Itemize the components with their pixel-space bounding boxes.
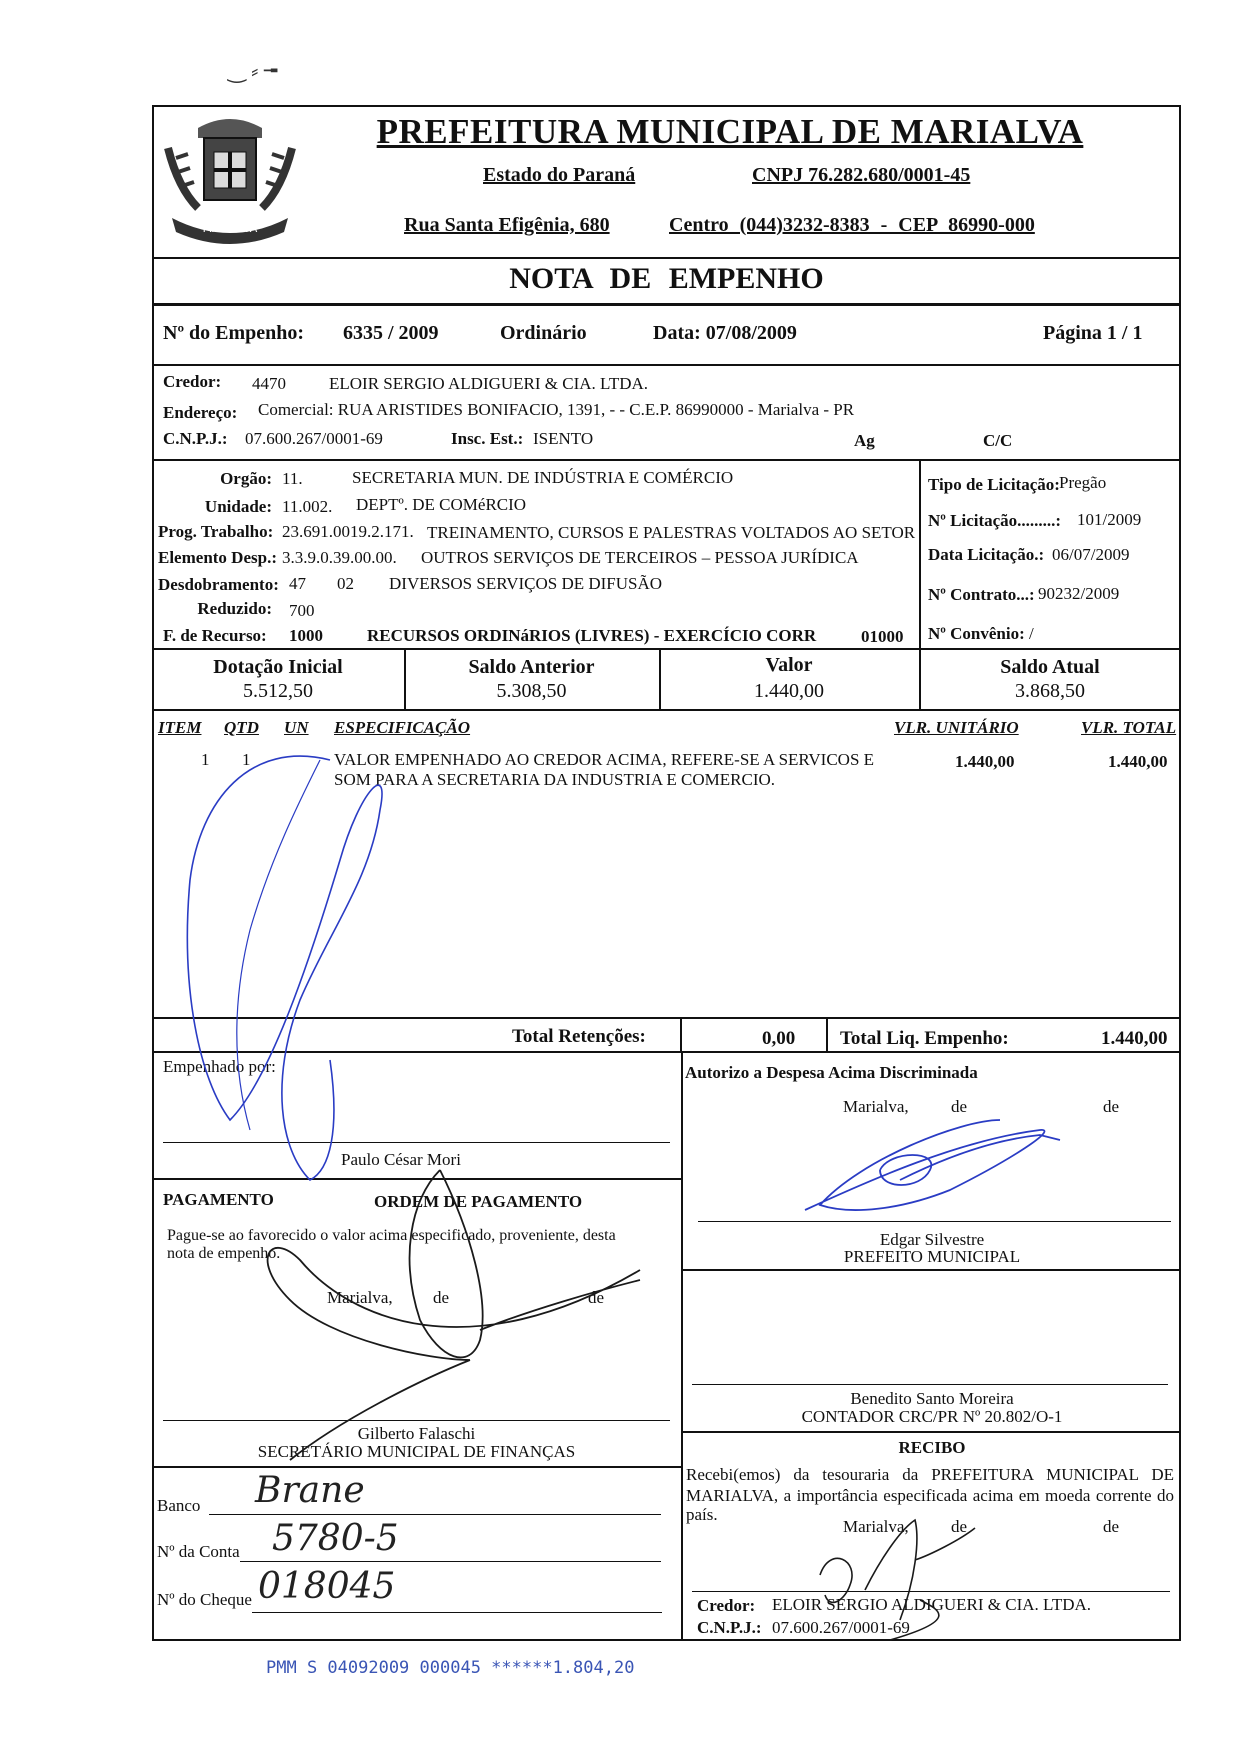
orgao-code: 11. [282, 469, 303, 488]
credor-name: ELOIR SERGIO ALDIGUERI & CIA. LTDA. [329, 374, 649, 393]
orgao-desc: SECRETARIA MUN. DE INDÚSTRIA E COMÉRCIO [352, 468, 734, 487]
header-address-rest: Centro (044)3232-8383 - CEP 86990-000 [669, 214, 1035, 236]
svg-text:MARIALVA: MARIALVA [202, 222, 258, 235]
row-item: 1 [201, 750, 210, 769]
divider [152, 1051, 1181, 1053]
contador-role: CONTADOR CRC/PR Nº 20.802/O-1 [801, 1407, 1063, 1426]
divider [152, 257, 1181, 259]
divider [152, 709, 1181, 711]
credor-insc-label: Insc. Est.: [451, 429, 524, 448]
vertical-divider [826, 1017, 828, 1052]
autorizo-de-1: de [951, 1097, 968, 1116]
empenhado-name: Paulo César Mori [341, 1150, 461, 1169]
convenio-value: / [1029, 624, 1034, 643]
credor-cnpj: 07.600.267/0001-69 [245, 429, 383, 448]
saldo-atual-value: 3.868,50 [1015, 680, 1085, 702]
fonte-code-2: 01000 [861, 627, 904, 646]
saldo-anterior-value: 5.308,50 [496, 680, 567, 702]
tipo-licitacao-value: Pregão [1059, 473, 1107, 492]
row-qtd: 1 [242, 750, 251, 769]
desd-desc: DIVERSOS SERVIÇOS DE DIFUSÃO [389, 574, 663, 593]
conta-line [240, 1561, 661, 1562]
pagamento-name: Gilberto Falaschi [357, 1424, 476, 1443]
tipo-licitacao-label: Tipo de Licitação: [928, 475, 1060, 494]
divider [152, 364, 1181, 366]
col-header-vlr-unitario: VLR. UNITÁRIO [894, 718, 1019, 737]
doc-title: NOTA DE EMPENHO [509, 262, 824, 295]
divider [152, 648, 1181, 650]
pagamento-de-2: de [588, 1288, 605, 1307]
banco-handwritten-value: Brane [255, 1470, 365, 1511]
divider [152, 1178, 681, 1180]
desd-b: 02 [337, 574, 354, 593]
credor-label: Credor: [163, 372, 222, 391]
unidade-desc: DEPTº. DE COMéRCIO [356, 495, 527, 514]
conta-handwritten-value: 5780-5 [272, 1518, 399, 1559]
col-header-especificacao: ESPECIFICAÇÃO [334, 718, 471, 737]
recibo-text-2: MARIALVA, a importância especificada acima em moeda corrente do [686, 1486, 1174, 1505]
reduzido-label: Reduzido: [197, 599, 272, 618]
recibo-de-1: de [951, 1517, 968, 1536]
divider [152, 1466, 681, 1468]
machine-stamp: PMM S 04092009 000045 ******1.804,20 [266, 1658, 635, 1678]
scan-mark: ‿ ⸗ ╼ [228, 58, 278, 83]
total-retencoes-label: Total Retenções: [512, 1026, 646, 1047]
pagamento-de-1: de [433, 1288, 450, 1307]
autorizo-city: Marialva, [843, 1097, 909, 1116]
recibo-de-2: de [1103, 1517, 1120, 1536]
signature-line [692, 1591, 1170, 1592]
header-state: Estado do Paraná [483, 164, 636, 186]
recibo-title: RECIBO [898, 1438, 966, 1457]
banco-label: Banco [157, 1496, 201, 1515]
credor-insc: ISENTO [533, 429, 594, 448]
col-header-vlr-total: VLR. TOTAL [1081, 718, 1177, 737]
vertical-divider [919, 459, 921, 649]
empenho-date: Data: 07/08/2009 [653, 322, 797, 344]
total-liq-value: 1.440,00 [1101, 1028, 1168, 1049]
signature-line [163, 1142, 670, 1143]
valor-label: Valor [765, 654, 813, 676]
reduzido-value: 700 [289, 601, 315, 620]
empenhado-label: Empenhado por: [163, 1057, 276, 1076]
saldo-anterior-label: Saldo Anterior [468, 656, 595, 678]
divider [681, 1269, 1181, 1271]
convenio-label: Nº Convênio: [928, 624, 1025, 643]
elem-desc: OUTROS SERVIÇOS DE TERCEIROS – PESSOA JURÍDICA [421, 548, 859, 567]
num-licitacao-value: 101/2009 [1077, 510, 1142, 529]
col-header-item: ITEM [158, 718, 202, 737]
credor-address: Comercial: RUA ARISTIDES BONIFACIO, 1391, - - C.E.P. 86990000 - Marialva - PR [258, 400, 855, 419]
valor-value: 1.440,00 [754, 680, 824, 702]
credor-ag-label: Ag [854, 431, 875, 450]
credor-cc-label: C/C [983, 431, 1013, 450]
divider [681, 1431, 1181, 1433]
divider [152, 303, 1181, 306]
data-licitacao-value: 06/07/2009 [1052, 545, 1130, 564]
autorizo-de-2: de [1103, 1097, 1120, 1116]
prog-desc: TREINAMENTO, CURSOS E PALESTRAS VOLTADOS AO SETOR [427, 523, 916, 542]
unidade-code: 11.002. [282, 497, 333, 516]
banco-line [209, 1514, 661, 1515]
credor-address-label: Endereço: [163, 403, 238, 422]
fonte-desc: RECURSOS ORDINáRIOS (LIVRES) - EXERCÍCIO CORR [367, 626, 817, 645]
recibo-text-3: país. [686, 1505, 718, 1524]
pagamento-text-1: Pague-se ao favorecido o valor acima especificado, proveniente, desta [167, 1227, 616, 1244]
recibo-city: Marialva, [843, 1517, 909, 1536]
row-total-value: 1.440,00 [1108, 752, 1168, 771]
data-licitacao-label: Data Licitação.: [928, 545, 1045, 564]
num-licitacao-label: Nº Licitação.........: [928, 511, 1062, 530]
unidade-label: Unidade: [204, 497, 272, 516]
pagamento-text-2: nota de empenho. [167, 1245, 281, 1262]
recibo-text-1: Recebi(emos) da tesouraria da PREFEITURA MUNICIPAL DE [686, 1465, 1174, 1484]
cheque-label: Nº do Cheque [157, 1590, 252, 1609]
divider [152, 459, 1181, 461]
conta-label: Nº da Conta [157, 1542, 240, 1561]
autorizo-role: PREFEITO MUNICIPAL [843, 1247, 1021, 1266]
header-title: PREFEITURA MUNICIPAL DE MARIALVA [376, 112, 1084, 151]
signature-line [698, 1221, 1171, 1222]
signature-line [163, 1420, 670, 1421]
empenho-type: Ordinário [500, 322, 587, 344]
empenho-page: Página 1 / 1 [1043, 322, 1143, 344]
recibo-cnpj-label: C.N.P.J.: [697, 1618, 762, 1637]
recibo-credor: ELOIR SERGIO ALDIGUERI & CIA. LTDA. [772, 1595, 1092, 1614]
empenho-num-label: Nº do Empenho: [163, 322, 305, 344]
row-unit-value: 1.440,00 [955, 752, 1015, 771]
ordem-pagamento-label: ORDEM DE PAGAMENTO [374, 1192, 583, 1211]
pagamento-role: SECRETÁRIO MUNICIPAL DE FINANÇAS [257, 1442, 576, 1461]
coat-of-arms-logo [158, 108, 303, 253]
autorizo-label: Autorizo a Despesa Acima Discriminada [685, 1063, 978, 1082]
saldo-atual-label: Saldo Atual [1000, 656, 1100, 678]
total-liq-label: Total Liq. Empenho: [840, 1028, 1009, 1049]
fonte-code: 1000 [289, 626, 323, 645]
autorizo-name: Edgar Silvestre [879, 1230, 985, 1249]
dotacao-inicial-value: 5.512,50 [243, 680, 313, 702]
credor-code: 4470 [252, 374, 286, 393]
desd-a: 47 [289, 574, 306, 593]
vertical-divider [680, 1017, 682, 1052]
vertical-divider [681, 1051, 683, 1641]
row-spec-line-1: VALOR EMPENHADO AO CREDOR ACIMA, REFERE-SE A SERVICOS E [334, 750, 875, 769]
col-header-un: UN [284, 718, 309, 737]
pagamento-city: Marialva, [327, 1288, 393, 1307]
recibo-cnpj: 07.600.267/0001-69 [772, 1618, 910, 1637]
dotacao-inicial-label: Dotação Inicial [213, 656, 343, 678]
prog-code: 23.691.0019.2.171. [282, 522, 414, 541]
fonte-label: F. de Recurso: [163, 626, 267, 645]
prog-label: Prog. Trabalho: [158, 522, 274, 541]
credor-cnpj-label: C.N.P.J.: [163, 429, 228, 448]
row-spec-line-2: SOM PARA A SECRETARIA DA INDUSTRIA E COMERCIO. [334, 770, 776, 789]
elem-label: Elemento Desp.: [158, 548, 277, 567]
elem-code: 3.3.9.0.39.00.00. [282, 548, 397, 567]
pagamento-label: PAGAMENTO [163, 1190, 274, 1209]
cheque-handwritten-value: 018045 [258, 1566, 396, 1607]
empenho-num-value: 6335 / 2009 [343, 322, 439, 344]
header-address-street: Rua Santa Efigênia, 680 [404, 214, 610, 236]
contador-name: Benedito Santo Moreira [850, 1389, 1014, 1408]
contrato-label: Nº Contrato...: [928, 585, 1035, 604]
signature-line [692, 1384, 1168, 1385]
recibo-credor-label: Credor: [697, 1596, 756, 1615]
desd-label: Desdobramento: [158, 575, 279, 594]
contrato-value: 90232/2009 [1038, 584, 1120, 603]
orgao-label: Orgão: [220, 469, 272, 488]
cheque-line [252, 1612, 662, 1613]
total-retencoes-value: 0,00 [762, 1028, 796, 1049]
header-cnpj: CNPJ 76.282.680/0001-45 [752, 164, 971, 186]
divider [152, 1017, 1181, 1019]
col-header-qtd: QTD [224, 718, 259, 737]
